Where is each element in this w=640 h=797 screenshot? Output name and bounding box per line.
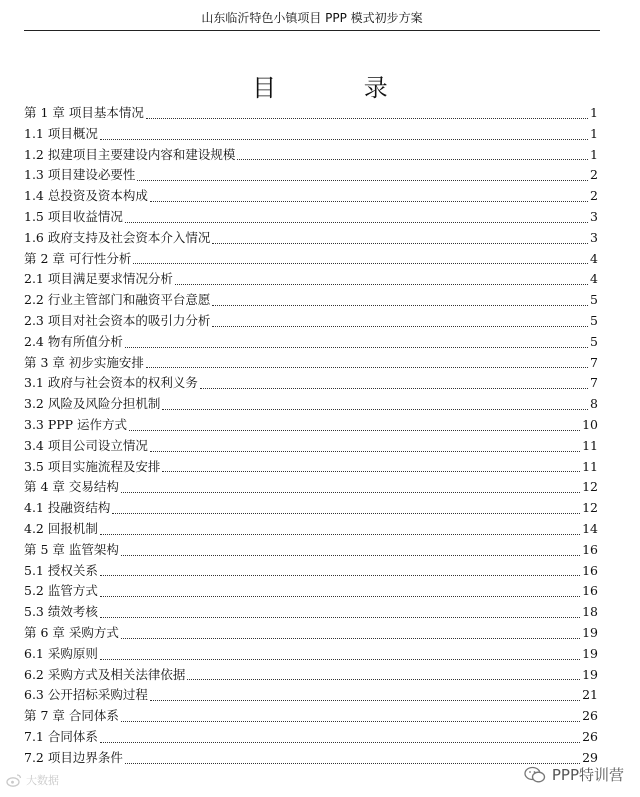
toc-entry-page: 8 (590, 396, 598, 412)
toc-entry-label: 6.1 采购原则 (24, 645, 98, 661)
toc-leader-dots (100, 658, 580, 660)
toc-entry[interactable] (24, 665, 598, 686)
toc-entry[interactable] (24, 644, 598, 665)
toc-leader-dots (100, 138, 588, 140)
toc-leader-dots (237, 158, 588, 160)
toc-entry-page: 5 (590, 292, 598, 308)
toc-leader-dots (100, 533, 580, 535)
table-of-contents (24, 103, 598, 769)
toc-entry-page: 7 (590, 354, 598, 370)
toc-entry-label: 2.3 项目对社会资本的吸引力分析 (24, 312, 211, 328)
toc-leader-dots (146, 366, 588, 368)
toc-entry-label: 4.1 投融资结构 (24, 500, 111, 516)
toc-entry[interactable] (24, 249, 598, 270)
toc-entry-label: 7.1 合同体系 (24, 728, 98, 744)
toc-entry-page: 19 (582, 666, 598, 682)
toc-entry-page: 4 (590, 250, 598, 266)
toc-entry-page: 12 (582, 479, 598, 495)
toc-entry-label: 3.3 PPP 运作方式 (24, 416, 128, 432)
toc-leader-dots (200, 387, 588, 389)
toc-entry-page: 19 (582, 624, 598, 640)
toc-entry[interactable] (24, 165, 598, 186)
toc-entry[interactable] (24, 394, 598, 415)
toc-entry[interactable] (24, 457, 598, 478)
toc-entry[interactable] (24, 373, 598, 394)
toc-leader-dots (100, 595, 580, 597)
toc-entry[interactable] (24, 311, 598, 332)
toc-entry-label: 1.6 政府支持及社会资本介入情况 (24, 229, 211, 245)
toc-entry-label: 第 7 章 合同体系 (24, 708, 119, 724)
toc-entry[interactable] (24, 477, 598, 498)
toc-entry[interactable] (24, 269, 598, 290)
toc-leader-dots (212, 325, 588, 327)
watermark-left (6, 772, 59, 788)
toc-entry-page: 21 (582, 687, 598, 703)
toc-entry-label: 6.3 公开招标采购过程 (24, 687, 148, 703)
toc-entry-label: 1.2 拟建项目主要建设内容和建设规模 (24, 146, 236, 162)
toc-leader-dots (212, 242, 588, 244)
toc-leader-dots (187, 678, 580, 680)
toc-entry-label: 1.3 项目建设必要性 (24, 167, 136, 183)
toc-leader-dots (129, 429, 580, 431)
toc-entry[interactable] (24, 540, 598, 561)
toc-entry-label: 3.5 项目实施流程及安排 (24, 458, 161, 474)
toc-leader-dots (212, 304, 588, 306)
toc-leader-dots (121, 637, 580, 639)
toc-entry-page: 29 (582, 749, 598, 765)
toc-entry-page: 1 (590, 146, 598, 162)
toc-entry-page: 26 (582, 728, 598, 744)
toc-leader-dots (162, 470, 580, 472)
toc-entry[interactable] (24, 727, 598, 748)
toc-entry-page: 5 (590, 312, 598, 328)
toc-entry-label: 第 5 章 监管架构 (24, 541, 119, 557)
toc-entry-label: 第 6 章 采购方式 (24, 624, 119, 640)
toc-entry[interactable] (24, 207, 598, 228)
watermark-right (524, 764, 624, 785)
toc-entry[interactable] (24, 103, 598, 124)
toc-entry-page: 26 (582, 708, 598, 724)
toc-entry-label: 2.1 项目满足要求情况分析 (24, 271, 173, 287)
toc-entry[interactable] (24, 498, 598, 519)
toc-leader-dots (100, 616, 580, 618)
toc-entry-page: 10 (582, 416, 598, 432)
toc-leader-dots (100, 741, 580, 743)
toc-entry-page: 11 (582, 458, 598, 474)
toc-entry-page: 5 (590, 333, 598, 349)
toc-entry-page: 3 (590, 229, 598, 245)
toc-leader-dots (125, 346, 588, 348)
toc-leader-dots (121, 720, 580, 722)
toc-entry[interactable] (24, 436, 598, 457)
toc-entry-page: 2 (590, 167, 598, 183)
wechat-icon (524, 766, 546, 784)
toc-entry[interactable] (24, 519, 598, 540)
toc-entry-label: 第 2 章 可行性分析 (24, 250, 132, 266)
toc-leader-dots (175, 283, 588, 285)
toc-entry-label: 2.2 行业主管部门和融资平台意愿 (24, 292, 211, 308)
toc-entry-page: 4 (590, 271, 598, 287)
toc-entry[interactable] (24, 415, 598, 436)
toc-entry-page: 16 (582, 562, 598, 578)
watermark-right-text: PPP特训营 (551, 766, 624, 784)
toc-entry-page: 16 (582, 541, 598, 557)
toc-entry-page: 18 (582, 604, 598, 620)
toc-entry-page: 12 (582, 500, 598, 516)
toc-entry[interactable] (24, 748, 598, 769)
toc-leader-dots (121, 554, 580, 556)
toc-entry[interactable] (24, 290, 598, 311)
toc-leader-dots (150, 450, 580, 452)
toc-leader-dots (162, 408, 588, 410)
toc-entry-page: 7 (590, 375, 598, 391)
toc-entry-label: 5.1 授权关系 (24, 562, 98, 578)
toc-leader-dots (133, 262, 588, 264)
toc-leader-dots (150, 699, 580, 701)
toc-leader-dots (112, 512, 580, 514)
toc-entry-page: 14 (582, 520, 598, 536)
toc-entry-label: 1.1 项目概况 (24, 125, 98, 141)
toc-entry-label: 7.2 项目边界条件 (24, 749, 123, 765)
toc-entry-label: 3.2 风险及风险分担机制 (24, 396, 161, 412)
watermark-left-text: 大数据 (26, 774, 59, 787)
toc-leader-dots (150, 200, 588, 202)
toc-entry[interactable] (24, 706, 598, 727)
toc-entry-label: 1.4 总投资及资本构成 (24, 188, 148, 204)
toc-entry[interactable] (24, 561, 598, 582)
toc-leader-dots (125, 221, 588, 223)
toc-entry-label: 3.1 政府与社会资本的权利义务 (24, 375, 198, 391)
toc-entry[interactable] (24, 186, 598, 207)
toc-entry[interactable] (24, 623, 598, 644)
page-title: 目 录 (252, 74, 428, 102)
toc-entry-label: 5.3 绩效考核 (24, 604, 98, 620)
toc-entry-label: 4.2 回报机制 (24, 520, 98, 536)
toc-leader-dots (125, 762, 580, 764)
toc-entry-page: 3 (590, 208, 598, 224)
toc-entry-page: 11 (582, 437, 598, 453)
toc-entry-label: 1.5 项目收益情况 (24, 208, 123, 224)
toc-entry-page: 1 (590, 105, 598, 120)
toc-entry-page: 2 (590, 188, 598, 204)
toc-entry-label: 第 3 章 初步实施安排 (24, 354, 144, 370)
header-title: 山东临沂特色小镇项目 PPP 模式初步方案 (201, 11, 423, 25)
toc-leader-dots (146, 117, 588, 119)
toc-entry[interactable] (24, 145, 598, 166)
toc-entry-label: 第 1 章 项目基本情况 (24, 105, 144, 120)
toc-entry-label: 5.2 监管方式 (24, 583, 98, 599)
toc-entry-page: 1 (590, 125, 598, 141)
toc-entry[interactable] (24, 228, 598, 249)
toc-entry-page: 19 (582, 645, 598, 661)
toc-leader-dots (121, 491, 580, 493)
document-header (24, 6, 600, 31)
toc-entry[interactable] (24, 353, 598, 374)
toc-leader-dots (137, 179, 588, 181)
toc-entry-label: 3.4 项目公司设立情况 (24, 437, 148, 453)
toc-entry-label: 2.4 物有所值分析 (24, 333, 123, 349)
toc-leader-dots (100, 574, 580, 576)
weibo-icon (6, 773, 22, 787)
toc-entry[interactable] (24, 124, 598, 145)
toc-entry-label: 第 4 章 交易结构 (24, 479, 119, 495)
toc-entry-label: 6.2 采购方式及相关法律依据 (24, 666, 186, 682)
toc-entry[interactable] (24, 581, 598, 602)
toc-entry[interactable] (24, 685, 598, 706)
toc-entry[interactable] (24, 332, 598, 353)
toc-entry[interactable] (24, 602, 598, 623)
toc-entry-page: 16 (582, 583, 598, 599)
